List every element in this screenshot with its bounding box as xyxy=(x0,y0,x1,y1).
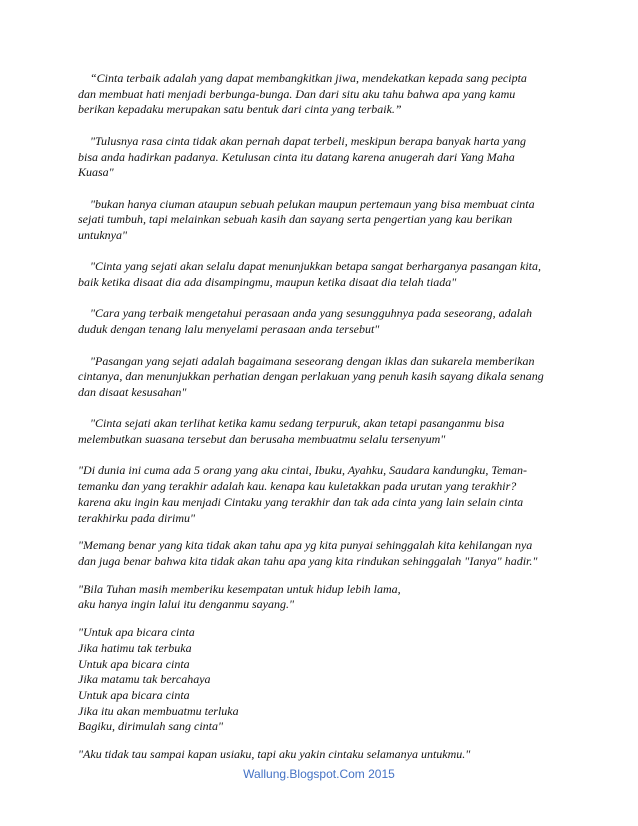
document-body xyxy=(78,71,578,775)
quotes-section xyxy=(78,71,578,448)
quote-paragraph: "Cinta sejati akan terlihat ketika kamu sedang terpuruk, akan tetapi pasanganmu bisa melembutkan suasana tersebut dan berusaha membuatmu selalu tersenyum" xyxy=(78,416,505,447)
passage-paragraph: "Di dunia ini cuma ada 5 orang yang aku cintai, Ibuku, Ayahku, Saudara kandungku, Teman- temanku dan yang terakhir adalah kau. kenapa kau kuletakkan pada urutan yang terakhir? karena aku ingin kau menjadi Cintaku yang terakhir dan tak ada cinta yang lain selain cinta terakhirku pada dirimu" xyxy=(78,463,527,525)
passage-paragraph: "Aku tidak tau sampai kapan usiaku, tapi aku yakin cintaku selamanya untukmu." xyxy=(78,747,471,762)
quote-paragraph: "Tulusnya rasa cinta tidak akan pernah dapat terbeli, meskipun berapa banyak harta yang bisa anda hadirkan padanya. Ketulusan cinta itu datang karena anugerah dari Yang Maha Kuasa" xyxy=(78,133,526,180)
passages-section xyxy=(78,463,578,762)
quote-paragraph: "Cinta yang sejati akan selalu dapat menunjukkan betapa sangat berharganya pasangan kita, baik ketika disaat dia ada disampingmu, maupun ketika disaat dia telah tiada" xyxy=(78,259,541,290)
passage-paragraph: "Bila Tuhan masih memberiku kesempatan untuk hidup lebih lama, aku hanya ingin lalui itu denganmu sayang." xyxy=(78,581,401,612)
quote-paragraph: “Cinta terbaik adalah yang dapat membangkitkan jiwa, mendekatkan kepada sang pecipta dan membuat hati menjadi berbunga-bunga. Dan dari situ aku tahu bahwa apa yang kamu berikan kepadaku merupakan satu bentuk dari cinta yang terbaik.” xyxy=(78,71,527,117)
page-footer: Wallung.Blogspot.Com 2015 xyxy=(243,767,395,781)
quote-paragraph: "Pasangan yang sejati adalah bagaimana seseorang dengan iklas dan sukarela memberikan cintanya, dan menunjukkan perhatian dengan perlakuan yang penuh kasih sayang dikala senang dan disaat kesusahan" xyxy=(78,353,544,399)
quote-paragraph: "bukan hanya ciuman ataupun sebuah pelukan maupun pertemaun yang bisa membuat cinta sejati tumbuh, tapi melainkan sebuah kasih dan sayang serta pengertian yang kau berikan untuknya" xyxy=(78,196,535,242)
quote-paragraph: "Cara yang terbaik mengetahui perasaan anda yang sesungguhnya pada seseorang, adalah duduk dengan tenang lalu menyelami perasaan anda tersebut" xyxy=(78,306,532,337)
passage-paragraph: "Memang benar yang kita tidak akan tahu apa yg kita punyai sehinggalah kita kehilangan nya dan juga benar bahwa kita tidak akan tahu apa yang kita rindukan sehinggalah "Ianya" hadir." xyxy=(78,538,538,568)
poem-paragraph: "Untuk apa bicara cinta Jika hatimu tak terbuka Untuk apa bicara cinta Jika matamu tak bercahaya Untuk apa bicara cinta Jika itu akan membuatmu terluka Bagiku, dirimulah sang cinta" xyxy=(78,625,239,734)
